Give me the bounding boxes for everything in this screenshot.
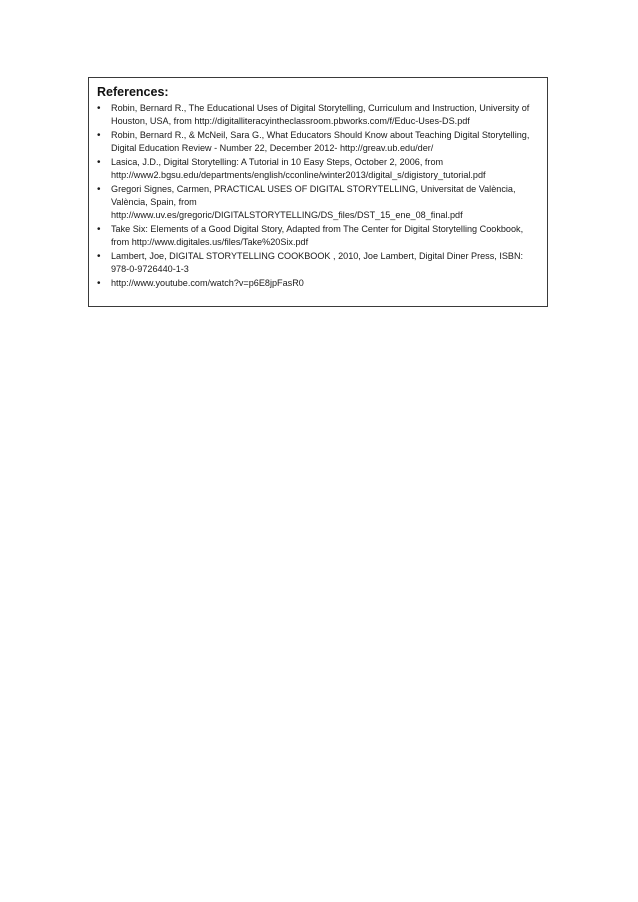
bullet-icon: •: [97, 183, 101, 195]
reference-item: [97, 277, 541, 290]
reference-item: [97, 250, 541, 276]
reference-item: [97, 102, 541, 128]
reference-text: Gregori Signes, Carmen, PRACTICAL USES OF DIGITAL STORYTELLING, Universitat de València, València, Spain, from http://www.uv.es/gregoric/DIGITALSTORYTELLING/DS_files/DST_15_ene_08_final.pdf: [111, 183, 516, 221]
reference-item: [97, 156, 541, 182]
references-title: References:: [97, 85, 169, 99]
bullet-icon: •: [97, 251, 101, 263]
reference-text: Robin, Bernard R., The Educational Uses of Digital Storytelling, Curriculum and Instruction, University of Houston, USA, from http://digitalliteracyintheclassroom.pbworks.com/f/Educ-Uses-DS.pdf: [111, 103, 530, 127]
reference-text: Robin, Bernard R., & McNeil, Sara G., What Educators Should Know about Teaching Digital Storytelling, Digital Education Review - Number 22, December 2012- http://greav.ub.edu/der/: [111, 129, 530, 154]
reference-text: Lambert, Joe, DIGITAL STORYTELLING COOKBOOK , 2010, Joe Lambert, Digital Diner Press, ISBN: 978-0-9726440-1-3: [111, 251, 524, 275]
reference-text: http://www.youtube.com/watch?v=p6E8jpFasR0: [111, 278, 304, 288]
reference-item: [97, 223, 541, 249]
reference-item: [97, 183, 541, 222]
bullet-icon: •: [97, 278, 101, 289]
reference-text: Lasica, J.D., Digital Storytelling: A Tutorial in 10 Easy Steps, October 2, 2006, from http://www2.bgsu.edu/departments/english/cconline/winter2013/digital_s/digistory_tutorial.pdf: [111, 156, 486, 181]
references-box: [88, 77, 548, 307]
bullet-icon: •: [97, 156, 101, 168]
bullet-icon: •: [97, 103, 101, 114]
reference-item: [97, 129, 541, 155]
reference-text: Take Six: Elements of a Good Digital Story, Adapted from The Center for Digital Storytelling Cookbook, from http://www.digitales.us/files/Take%20Six.pdf: [111, 224, 524, 248]
references-list: [97, 102, 541, 290]
bullet-icon: •: [97, 224, 101, 236]
bullet-icon: •: [97, 129, 101, 141]
